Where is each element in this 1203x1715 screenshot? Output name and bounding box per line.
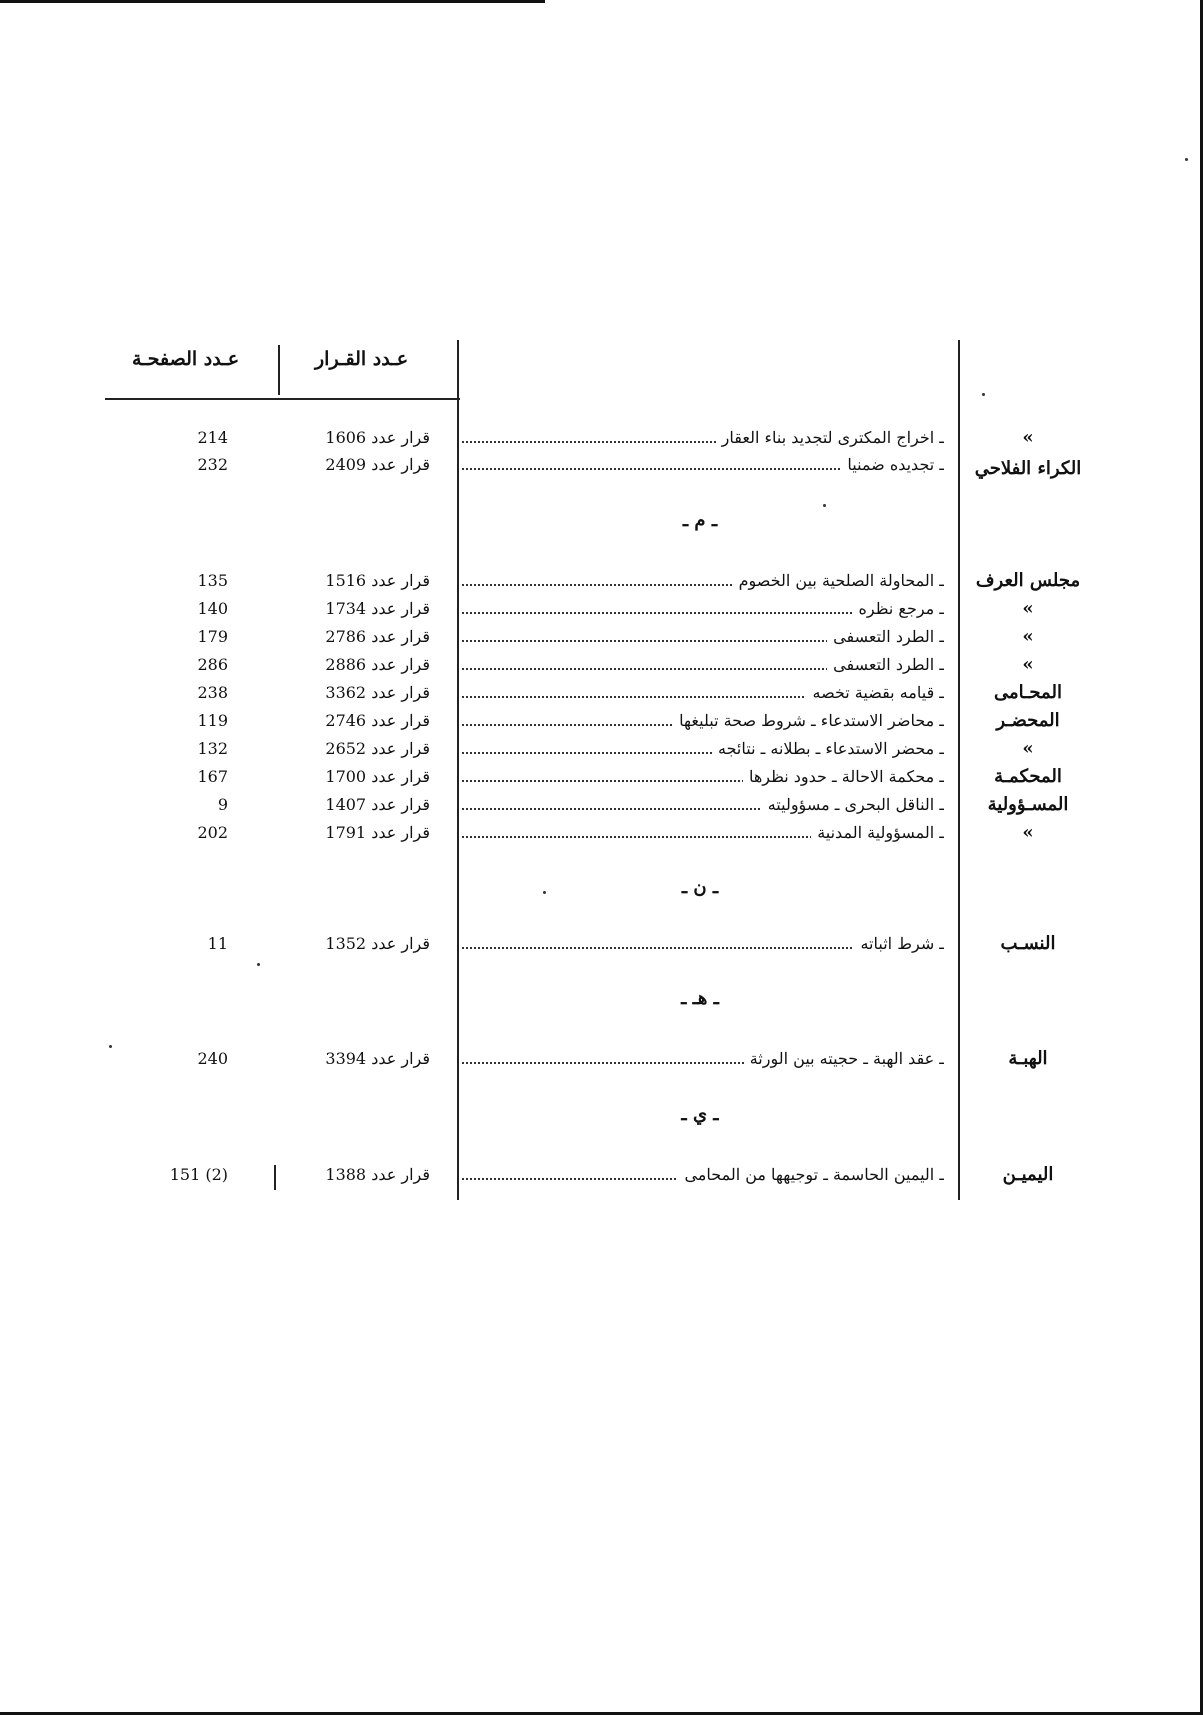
term-cell: الهبـة (1008, 1048, 1048, 1069)
subject-text: ـ الناقل البحرى ـ مسؤوليته (762, 795, 944, 814)
page-number-cell: 9 (217, 795, 228, 814)
subject-cell (458, 567, 944, 595)
header-page-number: عـدد الصفحـة (132, 348, 240, 370)
page-number-cell: 11 (207, 934, 228, 953)
subject-cell (458, 819, 944, 847)
section-letter-n: ـ ن ـ (681, 877, 719, 898)
term-cell: الكراء الفلاحي (974, 458, 1082, 479)
subject-text: ـ الطرد التعسفى (827, 627, 944, 646)
subject-cell (458, 623, 944, 651)
subject-text: ـ اليمين الحاسمة ـ توجيهها من المحامى (678, 1165, 944, 1184)
subject-text: ـ عقد الهبة ـ حجيته بين الورثة (744, 1049, 944, 1068)
table-row (0, 651, 1203, 679)
subject-cell (458, 930, 944, 958)
table-row (0, 424, 1203, 452)
decision-cell: قرار عدد 2746 (325, 711, 430, 730)
subject-cell (458, 651, 944, 679)
decision-cell: قرار عدد 2652 (325, 739, 430, 758)
subject-text: ـ قيامه بقضية تخصه (806, 683, 944, 702)
decision-cell: قرار عدد 1516 (325, 571, 430, 590)
decision-cell: قرار عدد 1407 (325, 795, 430, 814)
table-row (0, 595, 1203, 623)
scan-speck (543, 891, 546, 894)
subject-cell (458, 451, 944, 479)
decision-cell: قرار عدد 1700 (325, 767, 430, 786)
scan-speck (1185, 158, 1188, 161)
section-letter-m: ـ م ـ (682, 510, 718, 531)
term-cell: اليميـن (1002, 1164, 1054, 1185)
subject-text: ـ مرجع نظره (853, 599, 944, 618)
term-cell: المحكمـة (994, 766, 1062, 787)
subject-text: ـ المسؤولية المدنية (811, 823, 944, 842)
term-cell: » (1022, 654, 1034, 675)
subject-cell (458, 1045, 944, 1073)
header-divider-left (278, 345, 280, 395)
term-cell: » (1022, 427, 1034, 448)
table-row (0, 1045, 1203, 1073)
page-number-cell: 167 (197, 767, 228, 786)
table-row (0, 763, 1203, 791)
subject-text: ـ الطرد التعسفى (827, 655, 944, 674)
page-number-cell: 286 (197, 655, 228, 674)
page-number-cell: 140 (197, 599, 228, 618)
table-row (0, 707, 1203, 735)
term-cell: » (1022, 822, 1034, 843)
page-border-top (0, 0, 545, 3)
table-row (0, 1161, 1203, 1189)
page-number-cell: 232 (197, 455, 228, 474)
page-number-cell: 151 (2) (169, 1165, 228, 1184)
subject-cell (458, 424, 944, 452)
scan-speck (257, 963, 260, 966)
subject-text: ـ اخراج المكترى لتجديد بناء العقار (716, 428, 944, 447)
table-row (0, 567, 1203, 595)
table-row (0, 930, 1203, 958)
header-decision-number: عـدد القـرار (315, 348, 409, 370)
subject-text: ـ تجديده ضمنيا (841, 455, 944, 474)
subject-cell (458, 679, 944, 707)
header-underline (105, 398, 460, 400)
term-cell: مجلس العرف (975, 570, 1081, 591)
decision-cell: قرار عدد 3394 (325, 1049, 430, 1068)
table-row (0, 735, 1203, 763)
subject-cell (458, 1161, 944, 1189)
table-row (0, 623, 1203, 651)
scan-speck (109, 1045, 112, 1048)
decision-cell: قرار عدد 1388 (325, 1165, 430, 1184)
page-number-cell: 119 (197, 711, 228, 730)
decision-cell: قرار عدد 3362 (325, 683, 430, 702)
subject-text: ـ شرط اثباته (854, 934, 944, 953)
term-cell: » (1022, 598, 1034, 619)
term-cell: النسـب (1000, 933, 1056, 954)
decision-cell: قرار عدد 1352 (325, 934, 430, 953)
table-row (0, 791, 1203, 819)
page-number-cell: 202 (197, 823, 228, 842)
page-number-cell: 179 (197, 627, 228, 646)
page-number-cell: 132 (197, 739, 228, 758)
page-number-cell: 238 (197, 683, 228, 702)
term-cell: المحـامى (994, 682, 1062, 703)
page-number-cell: 135 (197, 571, 228, 590)
page-number-cell: 240 (197, 1049, 228, 1068)
subject-cell (458, 763, 944, 791)
section-letter-h: ـ هـ ـ (681, 988, 719, 1009)
decision-cell: قرار عدد 1734 (325, 599, 430, 618)
term-cell: » (1022, 738, 1034, 759)
subject-cell (458, 595, 944, 623)
subject-text: ـ المحاولة الصلحية بين الخصوم (733, 571, 944, 590)
decision-cell: قرار عدد 1606 (325, 428, 430, 447)
subject-cell (458, 791, 944, 819)
decision-cell: قرار عدد 1791 (325, 823, 430, 842)
subject-text: ـ محضر الاستدعاء ـ بطلانه ـ نتائجه (712, 739, 944, 758)
decision-cell: قرار عدد 2886 (325, 655, 430, 674)
subject-text: ـ محاضر الاستدعاء ـ شروط صحة تبليغها (673, 711, 944, 730)
scan-speck (982, 393, 985, 396)
scan-speck (823, 504, 826, 507)
decision-cell: قرار عدد 2409 (325, 455, 430, 474)
table-row (0, 679, 1203, 707)
table-row (0, 819, 1203, 847)
subject-cell (458, 707, 944, 735)
section-letter-y: ـ ي ـ (681, 1104, 719, 1125)
subject-cell (458, 735, 944, 763)
decision-cell: قرار عدد 2786 (325, 627, 430, 646)
table-row (0, 451, 1203, 479)
page-number-cell: 214 (197, 428, 228, 447)
subject-text: ـ محكمة الاحالة ـ حدود نظرها (743, 767, 944, 786)
term-cell: المحضـر (996, 710, 1060, 731)
term-cell: المسـؤولية (987, 794, 1069, 815)
term-cell: » (1022, 626, 1034, 647)
